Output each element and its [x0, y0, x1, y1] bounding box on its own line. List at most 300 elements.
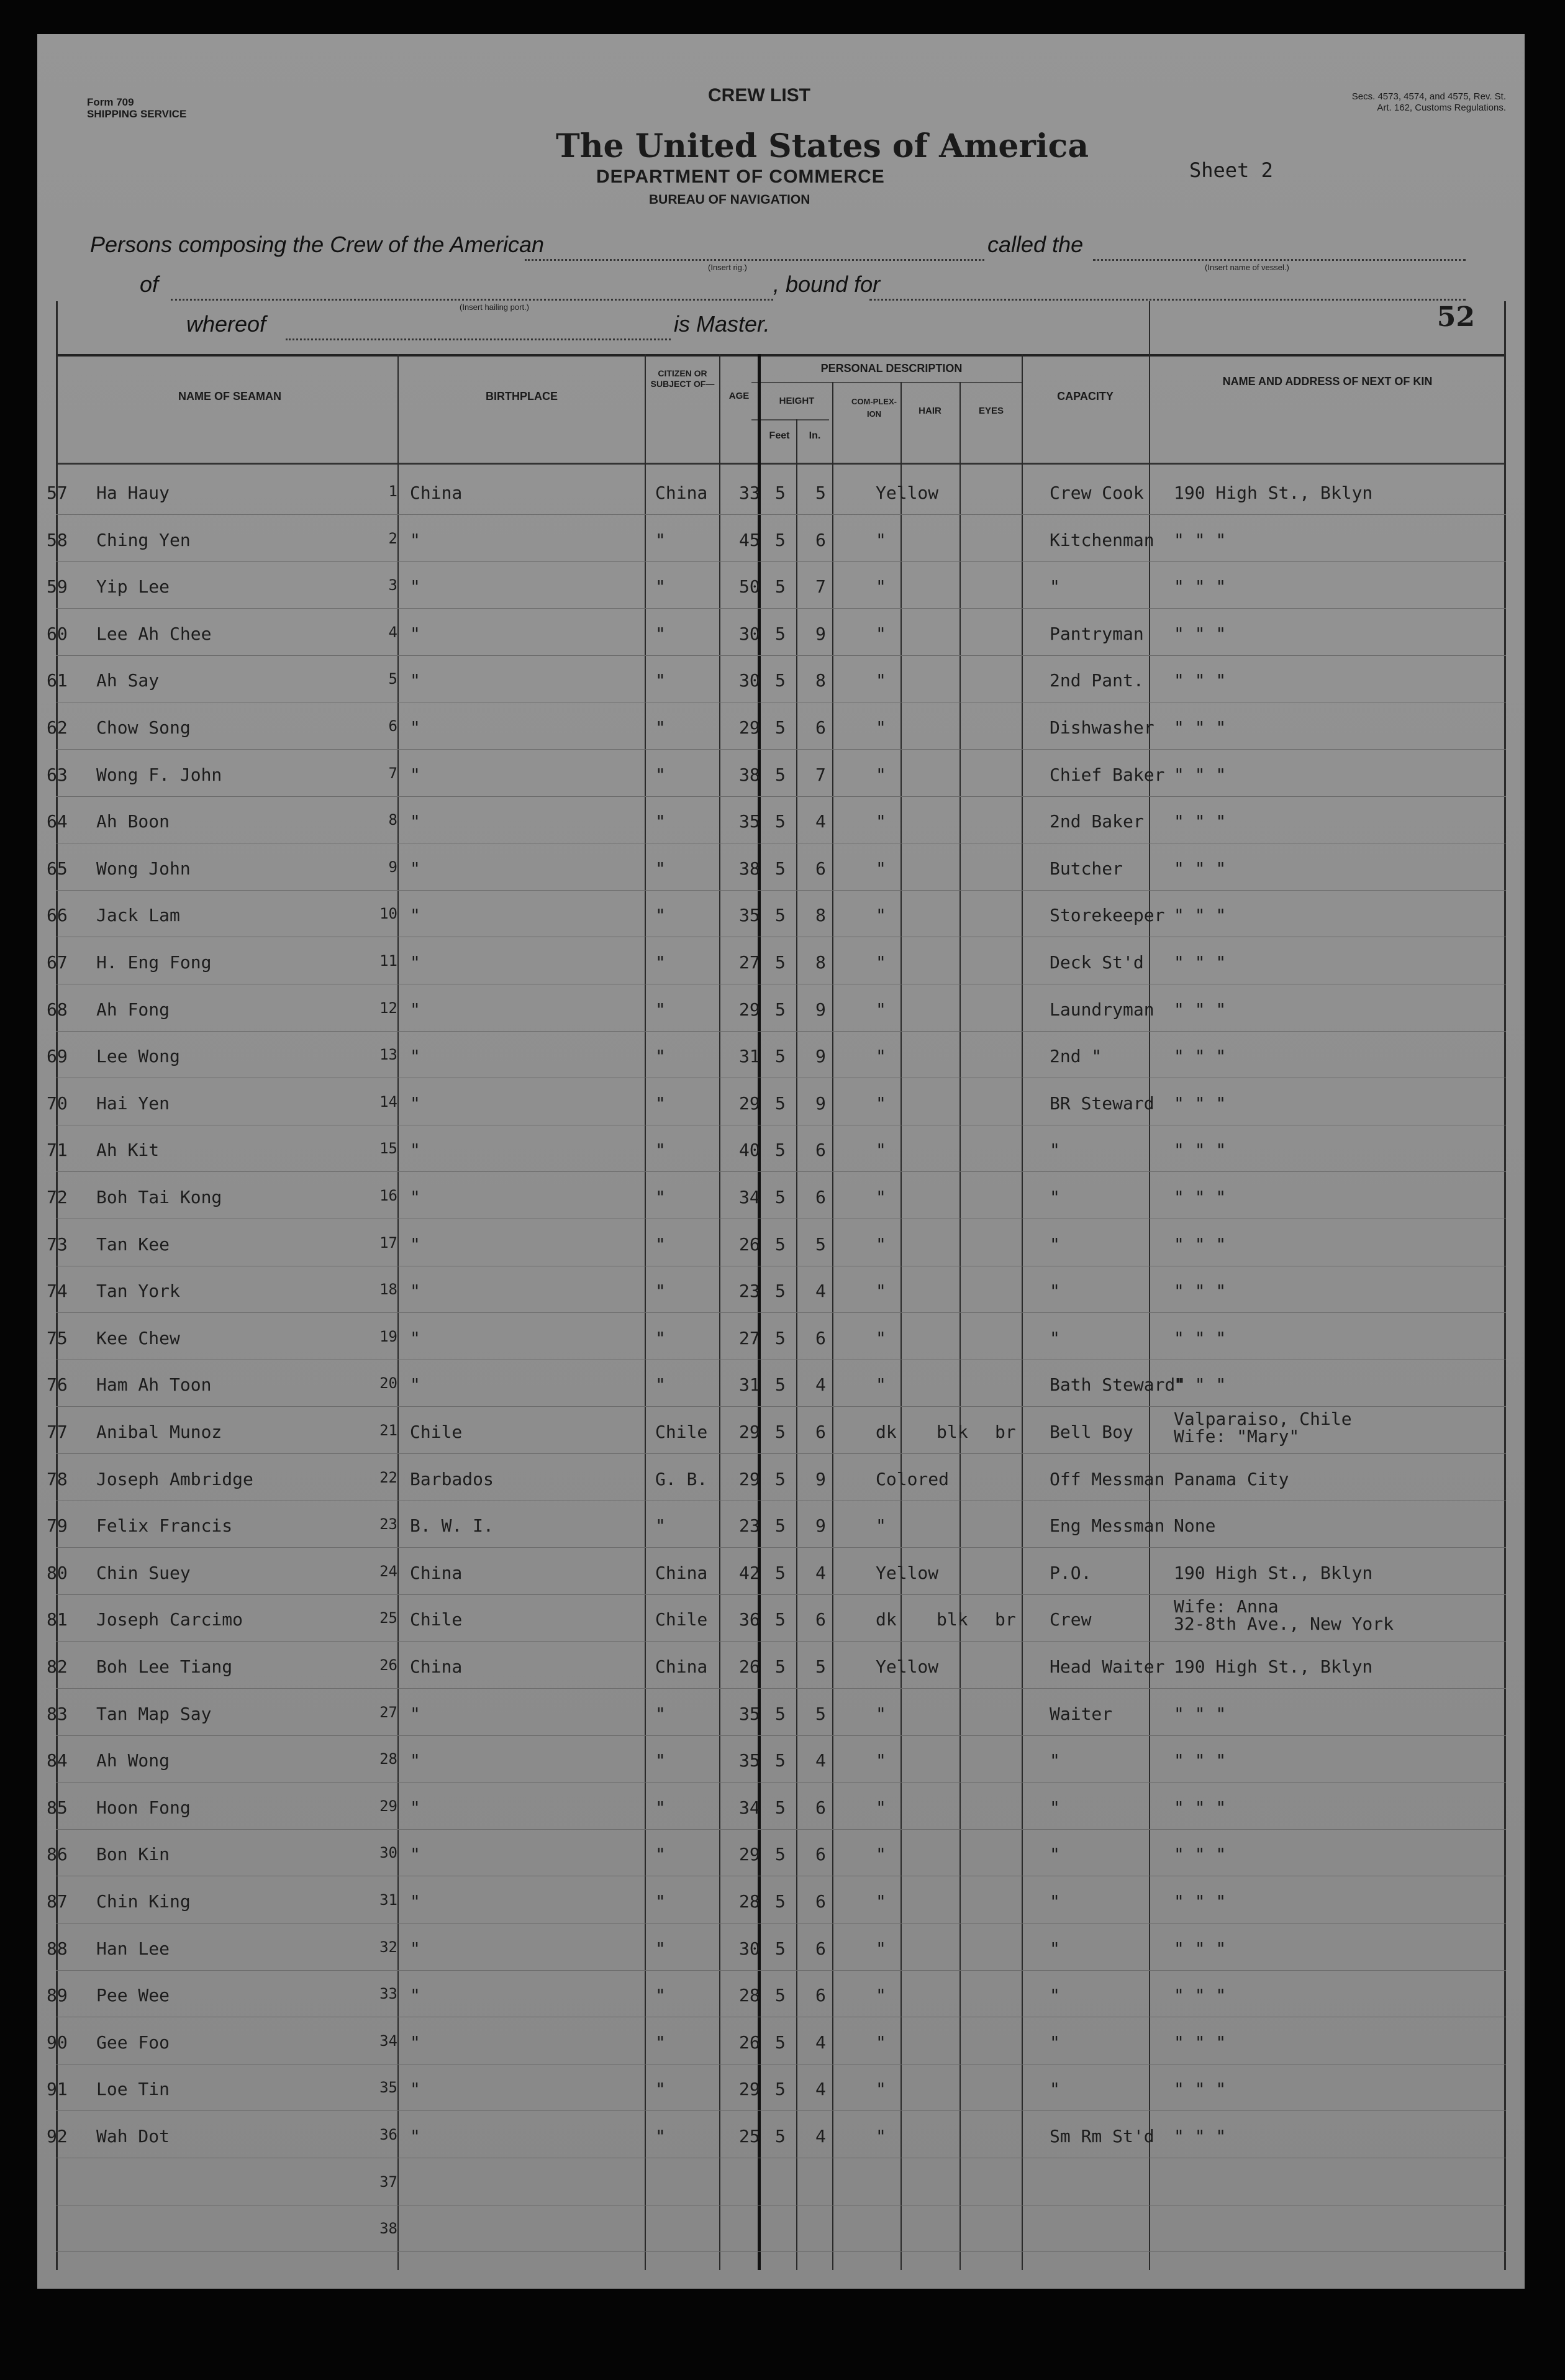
seaman-name: Ah Fong	[96, 999, 170, 1020]
citizenship: "	[655, 858, 666, 879]
complexion: "	[876, 1844, 886, 1865]
age: 28	[739, 1985, 760, 2006]
citizenship: "	[655, 1327, 666, 1348]
complexion: Colored	[876, 1468, 950, 1489]
destination-field[interactable]	[869, 299, 1466, 301]
col-header-birthplace: BIRTHPLACE	[486, 390, 558, 402]
line-number: 89	[47, 1985, 68, 2006]
capacity: Bell Boy	[1050, 1422, 1133, 1442]
complexion: "	[876, 1797, 886, 1818]
capacity: BR Steward	[1050, 1092, 1154, 1114]
row-rule	[56, 1171, 1506, 1172]
port-hint: (Insert hailing port.)	[460, 302, 529, 312]
birthplace: "	[410, 858, 420, 879]
height-feet: 5	[775, 529, 786, 550]
age: 29	[739, 999, 760, 1020]
height-feet: 5	[775, 1468, 786, 1489]
seaman-name: Chin Suey	[96, 1562, 191, 1583]
table-row	[37, 469, 1525, 515]
table-row	[37, 1079, 1525, 1125]
seaman-name: Ah Boon	[96, 811, 170, 832]
preamble-line1-a: Persons composing the Crew of the American	[90, 232, 545, 257]
citizenship: "	[655, 2079, 666, 2100]
height-inches: 8	[815, 670, 826, 691]
height-feet: 5	[775, 1046, 786, 1067]
age: 34	[739, 1797, 760, 1818]
line-number: 90	[47, 2032, 68, 2053]
seaman-name: Tan York	[96, 1281, 180, 1302]
complexion: "	[876, 858, 886, 879]
complexion: "	[876, 1092, 886, 1114]
statute-reference: Secs. 4573, 4574, and 4575, Rev. St. Art. 162, Customs Regulations.	[1351, 91, 1506, 113]
birthplace: "	[410, 999, 420, 1020]
age: 35	[739, 811, 760, 832]
capacity: "	[1050, 576, 1060, 597]
next-of-kin: " " "	[1174, 764, 1227, 785]
next-of-kin: " " "	[1174, 670, 1227, 691]
age: 31	[739, 1046, 760, 1067]
capacity: "	[1050, 1187, 1060, 1207]
citizenship: "	[655, 1374, 666, 1396]
row-rule	[56, 1594, 1506, 1595]
citizenship: "	[655, 1092, 666, 1114]
table-row	[37, 1784, 1525, 1830]
height-feet: 5	[775, 952, 786, 973]
seaman-number: 7	[388, 764, 397, 782]
table-row	[37, 1925, 1525, 1971]
height-inches: 4	[815, 1281, 826, 1302]
height-feet: 5	[775, 1656, 786, 1677]
age: 42	[739, 1562, 760, 1583]
row-rule	[56, 608, 1506, 609]
col-header-eyes: EYES	[978, 406, 1004, 416]
birthplace: "	[410, 1985, 420, 2006]
height-feet: 5	[775, 1703, 786, 1724]
table-row	[37, 1502, 1525, 1548]
complexion: Yellow	[876, 1562, 939, 1583]
citizenship: China	[655, 1562, 708, 1583]
next-of-kin: Wife: Anna 32-8th Ave., New York	[1174, 1596, 1394, 1635]
age: 29	[739, 1422, 760, 1442]
row-rule	[56, 1547, 1506, 1548]
height-inches: 9	[815, 1046, 826, 1067]
col-header-name: NAME OF SEAMAN	[178, 390, 281, 402]
rig-field[interactable]	[525, 259, 984, 261]
age: 23	[739, 1515, 760, 1537]
complexion: "	[876, 1515, 886, 1537]
height-inches: 7	[815, 764, 826, 785]
birthplace: "	[410, 1374, 420, 1396]
birthplace: "	[410, 1938, 420, 1959]
seaman-name: Wong F. John	[96, 764, 222, 785]
next-of-kin: " " "	[1174, 1046, 1227, 1067]
row-rule	[56, 1829, 1506, 1830]
seaman-number: 15	[379, 1140, 397, 1158]
crew-list-sheet	[37, 34, 1525, 2289]
age: 23	[739, 1281, 760, 1302]
seaman-number: 2	[388, 529, 397, 547]
table-row	[37, 1455, 1525, 1501]
line-number: 57	[47, 483, 68, 503]
line-number: 67	[47, 952, 68, 973]
complexion: "	[876, 1327, 886, 1348]
height-inches: 6	[815, 1609, 826, 1630]
table-row	[37, 1830, 1525, 1876]
line-number: 68	[47, 999, 68, 1020]
seaman-number: 25	[379, 1609, 397, 1627]
complexion: "	[876, 1140, 886, 1161]
seaman-number: 12	[379, 999, 397, 1017]
seaman-number: 37	[379, 2173, 397, 2191]
next-of-kin: Panama City	[1174, 1468, 1289, 1489]
height-inches: 9	[815, 1092, 826, 1114]
height-feet: 5	[775, 2126, 786, 2146]
birthplace: China	[410, 1656, 463, 1677]
age: 40	[739, 1140, 760, 1161]
height-inches: 9	[815, 623, 826, 644]
table-row	[37, 2065, 1525, 2111]
age: 31	[739, 1374, 760, 1396]
line-number: 64	[47, 811, 68, 832]
age: 29	[739, 2079, 760, 2100]
next-of-kin: " " "	[1174, 1797, 1227, 1818]
col-header-hair: HAIR	[919, 406, 941, 416]
age: 29	[739, 717, 760, 738]
line-number: 85	[47, 1797, 68, 1818]
complexion: "	[876, 2032, 886, 2053]
height-inches: 8	[815, 905, 826, 926]
line-number: 84	[47, 1750, 68, 1771]
complexion: "	[876, 529, 886, 550]
birthplace: "	[410, 1281, 420, 1302]
line-number: 61	[47, 670, 68, 691]
birthplace: "	[410, 1327, 420, 1348]
citizenship: "	[655, 1891, 666, 1912]
hair: blk	[937, 1422, 968, 1442]
next-of-kin: 190 High St., Bklyn	[1174, 1656, 1373, 1677]
next-of-kin: Valparaiso, Chile Wife: "Mary"	[1174, 1409, 1352, 1447]
seaman-name: Bon Kin	[96, 1844, 170, 1865]
capacity: Dishwasher	[1050, 717, 1154, 738]
seaman-name: Tan Map Say	[96, 1703, 212, 1724]
citizenship: G. B.	[655, 1468, 708, 1489]
age: 33	[739, 483, 760, 503]
line-number: 60	[47, 623, 68, 644]
seaman-name: Loe Tin	[96, 2079, 170, 2100]
age: 26	[739, 2032, 760, 2053]
capacity: "	[1050, 1140, 1060, 1161]
table-row	[37, 1314, 1525, 1360]
row-rule	[56, 1312, 1506, 1313]
height-feet: 5	[775, 999, 786, 1020]
next-of-kin: " " "	[1174, 1187, 1227, 1207]
vessel-field[interactable]	[1093, 259, 1466, 261]
birthplace: "	[410, 2079, 420, 2100]
seaman-name: Jack Lam	[96, 905, 180, 926]
capacity: "	[1050, 1797, 1060, 1818]
seaman-number: 20	[379, 1374, 397, 1392]
seaman-name: Ha Hauy	[96, 483, 170, 503]
next-of-kin: " " "	[1174, 1281, 1227, 1302]
next-of-kin: " " "	[1174, 717, 1227, 738]
seaman-number: 4	[388, 623, 397, 641]
age: 26	[739, 1233, 760, 1255]
citizenship: "	[655, 1750, 666, 1771]
seaman-name: Ham Ah Toon	[96, 1374, 212, 1396]
age: 30	[739, 670, 760, 691]
capacity: Head Waiter	[1050, 1656, 1165, 1677]
birthplace: "	[410, 952, 420, 973]
form-heading: CREW LIST	[708, 85, 810, 106]
birthplace: "	[410, 1233, 420, 1255]
birthplace: "	[410, 1844, 420, 1865]
sheet-label: Sheet 2	[1189, 158, 1273, 182]
height-feet: 5	[775, 2079, 786, 2100]
eyes: br	[995, 1609, 1016, 1630]
line-number: 79	[47, 1515, 68, 1537]
next-of-kin: " " "	[1174, 1985, 1227, 2006]
complexion: "	[876, 764, 886, 785]
line-number: 88	[47, 1938, 68, 1959]
height-feet: 5	[775, 717, 786, 738]
next-of-kin: " " "	[1174, 529, 1227, 550]
seaman-number: 21	[379, 1422, 397, 1439]
birthplace: "	[410, 1750, 420, 1771]
table-row	[37, 986, 1525, 1032]
seaman-name: Ah Say	[96, 670, 160, 691]
height-feet: 5	[775, 764, 786, 785]
next-of-kin: " " "	[1174, 999, 1227, 1020]
age: 50	[739, 576, 760, 597]
line-number: 83	[47, 1703, 68, 1724]
seaman-number: 9	[388, 858, 397, 876]
complexion: "	[876, 1891, 886, 1912]
seaman-number: 3	[388, 576, 397, 594]
height-inches: 6	[815, 1891, 826, 1912]
row-rule	[56, 890, 1506, 891]
complexion: Yellow	[876, 483, 939, 503]
height-inches: 9	[815, 1468, 826, 1489]
birthplace: "	[410, 1797, 420, 1818]
next-of-kin: None	[1174, 1515, 1216, 1537]
preamble-line2-a: of	[140, 271, 159, 297]
line-number: 80	[47, 1562, 68, 1583]
crew-rows	[37, 469, 1525, 2264]
table-row	[37, 1408, 1525, 1454]
citizenship: "	[655, 1046, 666, 1067]
age: 28	[739, 1891, 760, 1912]
preamble-line3-a: whereof	[186, 311, 266, 337]
line-number: 82	[47, 1656, 68, 1677]
complexion: "	[876, 1985, 886, 2006]
row-rule	[56, 1641, 1506, 1642]
age: 34	[739, 1187, 760, 1207]
complexion: "	[876, 2126, 886, 2146]
capacity: Eng Messman	[1050, 1515, 1165, 1537]
age: 30	[739, 1938, 760, 1959]
complexion: Yellow	[876, 1656, 939, 1677]
next-of-kin: " " "	[1174, 1938, 1227, 1959]
seaman-name: Chin King	[96, 1891, 191, 1912]
citizenship: "	[655, 764, 666, 785]
citizenship: "	[655, 2032, 666, 2053]
seaman-name: Anibal Munoz	[96, 1422, 222, 1442]
citizenship: "	[655, 529, 666, 550]
next-of-kin: " " "	[1174, 2126, 1227, 2146]
row-rule	[56, 1406, 1506, 1407]
next-of-kin: " " "	[1174, 1374, 1227, 1396]
birthplace: "	[410, 623, 420, 644]
capacity: "	[1050, 1844, 1060, 1865]
table-row	[37, 1267, 1525, 1313]
row-rule	[56, 1453, 1506, 1454]
seaman-number: 1	[388, 483, 397, 500]
capacity: "	[1050, 1891, 1060, 1912]
complexion: "	[876, 1750, 886, 1771]
seaman-name: Lee Ah Chee	[96, 623, 212, 644]
age: 29	[739, 1844, 760, 1865]
age: 35	[739, 905, 760, 926]
citizenship: "	[655, 811, 666, 832]
height-feet: 5	[775, 858, 786, 879]
height-feet: 5	[775, 1281, 786, 1302]
birthplace: "	[410, 576, 420, 597]
height-inches: 6	[815, 717, 826, 738]
height-inches: 6	[815, 1844, 826, 1865]
capacity: Storekeeper	[1050, 905, 1165, 926]
height-inches: 4	[815, 1750, 826, 1771]
capacity: Kitchenman	[1050, 529, 1154, 550]
table-row	[37, 1126, 1525, 1172]
col-header-age: AGE	[728, 391, 750, 401]
citizenship: "	[655, 2126, 666, 2146]
seaman-number: 6	[388, 717, 397, 735]
next-of-kin: " " "	[1174, 1140, 1227, 1161]
complexion: "	[876, 717, 886, 738]
birthplace: Chile	[410, 1422, 463, 1442]
preamble-line3-b: is Master.	[674, 311, 770, 337]
table-row	[37, 891, 1525, 937]
citizenship: "	[655, 1140, 666, 1161]
seaman-name: Ah Wong	[96, 1750, 170, 1771]
birthplace: "	[410, 1703, 420, 1724]
table-row	[37, 610, 1525, 656]
col-header-complexion: COM-PLEX-ION	[851, 397, 897, 419]
height-inches: 5	[815, 1703, 826, 1724]
complexion: "	[876, 905, 886, 926]
table-row	[37, 704, 1525, 750]
capacity: "	[1050, 2032, 1060, 2053]
personal-desc-rule	[751, 382, 1022, 383]
next-of-kin: " " "	[1174, 1844, 1227, 1865]
capacity: P.O.	[1050, 1562, 1092, 1583]
row-rule	[56, 1782, 1506, 1783]
line-number: 81	[47, 1609, 68, 1630]
birthplace: "	[410, 670, 420, 691]
next-of-kin: " " "	[1174, 952, 1227, 973]
height-feet: 5	[775, 1985, 786, 2006]
seaman-name: Joseph Ambridge	[96, 1468, 253, 1489]
seaman-name: Boh Lee Tiang	[96, 1656, 233, 1677]
citizenship: "	[655, 1233, 666, 1255]
table-row	[37, 1878, 1525, 1924]
citizenship: "	[655, 717, 666, 738]
complexion: "	[876, 1281, 886, 1302]
height-feet: 5	[775, 623, 786, 644]
height-inches: 6	[815, 1327, 826, 1348]
birthplace: China	[410, 483, 463, 503]
seaman-number: 33	[379, 1985, 397, 2003]
height-inches: 6	[815, 1187, 826, 1207]
birthplace: "	[410, 1891, 420, 1912]
col-header-inches: In.	[809, 430, 821, 441]
capacity: "	[1050, 1327, 1060, 1348]
line-number: 73	[47, 1233, 68, 1255]
port-field[interactable]	[171, 299, 773, 301]
birthplace: "	[410, 2126, 420, 2146]
capacity: Crew Cook	[1050, 483, 1144, 503]
birthplace: "	[410, 529, 420, 550]
table-row	[37, 656, 1525, 702]
height-feet: 5	[775, 1609, 786, 1630]
height-feet: 5	[775, 2032, 786, 2053]
height-inches: 5	[815, 1233, 826, 1255]
height-inches: 4	[815, 811, 826, 832]
seaman-number: 27	[379, 1703, 397, 1721]
citizenship: "	[655, 576, 666, 597]
complexion: "	[876, 1187, 886, 1207]
height-inches: 4	[815, 2032, 826, 2053]
seaman-number: 18	[379, 1281, 397, 1299]
complexion: "	[876, 1703, 886, 1724]
seaman-name: Han Lee	[96, 1938, 170, 1959]
height-inches: 6	[815, 1985, 826, 2006]
line-number: 86	[47, 1844, 68, 1865]
col-header-capacity: CAPACITY	[1057, 390, 1114, 402]
seaman-name: Felix Francis	[96, 1515, 233, 1537]
master-field[interactable]	[286, 338, 671, 340]
next-of-kin: 190 High St., Bklyn	[1174, 483, 1373, 503]
seaman-name: Ching Yen	[96, 529, 191, 550]
seaman-number: 11	[379, 952, 397, 970]
table-row	[37, 2019, 1525, 2064]
citizenship: "	[655, 1938, 666, 1959]
line-number: 77	[47, 1422, 68, 1442]
height-inches: 9	[815, 999, 826, 1020]
seaman-name: Hoon Fong	[96, 1797, 191, 1818]
height-feet: 5	[775, 1562, 786, 1583]
height-feet: 5	[775, 1422, 786, 1442]
capacity: Bath Steward"	[1050, 1374, 1186, 1396]
seaman-number: 35	[379, 2079, 397, 2097]
citizenship: "	[655, 1985, 666, 2006]
complexion: "	[876, 623, 886, 644]
seaman-number: 32	[379, 1938, 397, 1956]
citizenship: "	[655, 952, 666, 973]
complexion: "	[876, 1233, 886, 1255]
capacity: Pantryman	[1050, 623, 1144, 644]
citizenship: "	[655, 1797, 666, 1818]
height-inches: 5	[815, 483, 826, 503]
seaman-name: Ah Kit	[96, 1140, 160, 1161]
table-row	[37, 1971, 1525, 2017]
table-row	[37, 938, 1525, 984]
birthplace: "	[410, 1046, 420, 1067]
seaman-number: 10	[379, 905, 397, 923]
capacity: Off Messman	[1050, 1468, 1165, 1489]
citizenship: Chile	[655, 1422, 708, 1442]
age: 29	[739, 1468, 760, 1489]
